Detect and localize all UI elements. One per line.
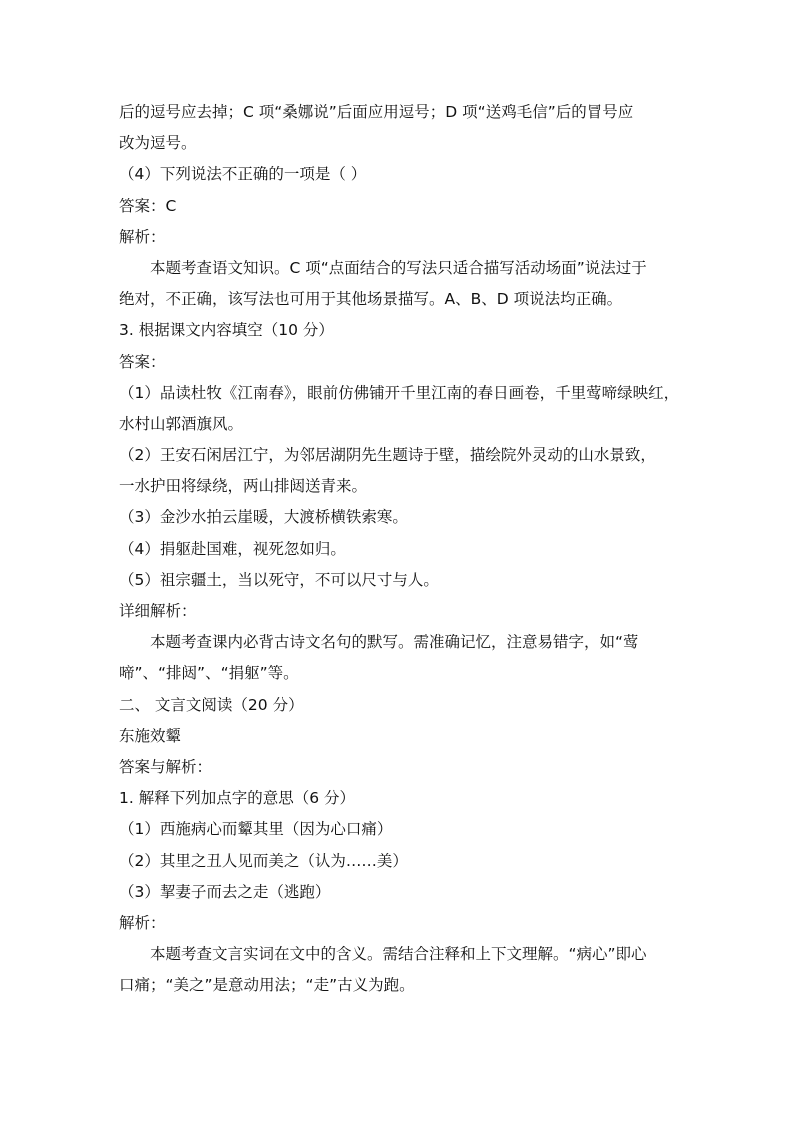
text-line: （3）金沙水拍云崖暖，大渡桥横铁索寒。 [119,508,408,527]
text-line: 本题考查语文知识。C 项“点面结合的写法只适合描写活动场面”说法过于 [150,258,647,277]
text-line: 口痛；“美之”是意动用法；“走”古义为跑。 [119,976,415,995]
text-line: 解析： [119,913,166,932]
text-line: 水村山郭酒旗风。 [119,414,244,433]
text-line: 1. 解释下列加点字的意思（6 分） [119,789,356,808]
text-line: （4）捐躯赴国难，视死忽如归。 [119,539,346,558]
document-body [119,97,679,1001]
text-line: 改为逗号。 [119,134,197,153]
text-line: 后的逗号应去掉；C 项“桑娜说”后面应用逗号；D 项“送鸡毛信”后的冒号应 [119,103,634,121]
text-line: （2）王安石闲居江宁，为邻居湖阴先生题诗于壁，描绘院外灵动的山水景致， [119,446,656,465]
text-line: 3. 根据课文内容填空（10 分） [119,321,334,340]
text-line: 本题考查课内必背古诗文名句的默写。需准确记忆，注意易错字，如“莺 [150,633,639,652]
text-line: 答案：C [119,196,177,215]
text-line: 一水护田将绿绕，两山排闼送青来。 [119,477,368,496]
text-line: 答案与解析： [119,757,213,776]
text-line: 啼”、“排闼”、“捐躯”等。 [119,664,299,683]
text-line: （1）品读杜牧《江南春》，眼前仿佛铺开千里江南的春日画卷，千里莺啼绿映红， [119,383,680,402]
text-line: 绝对，不正确，该写法也可用于其他场景描写。A、B、D 项说法均正确。 [119,290,623,309]
text-line: （3）挈妻子而去之走（逃跑） [119,882,331,901]
text-line: 本题考查文言实词在文中的含义。需结合注释和上下文理解。“病心”即心 [150,945,647,964]
text-line: 二、 文言文阅读（20 分） [119,695,304,714]
text-line: 解析： [119,227,166,246]
text-line: 详细解析： [119,602,197,620]
text-line: 答案： [119,352,166,371]
text-line: （2）其里之丑人见而美之（认为……美） [119,851,408,870]
text-line: （1）西施病心而颦其里（因为心口痛） [119,820,393,839]
text-line: 东施效颦 [119,726,182,745]
text-line: （4）下列说法不正确的一项是（ ） [119,165,367,184]
text-line: （5）祖宗疆土，当以死守，不可以尺寸与人。 [119,570,439,589]
